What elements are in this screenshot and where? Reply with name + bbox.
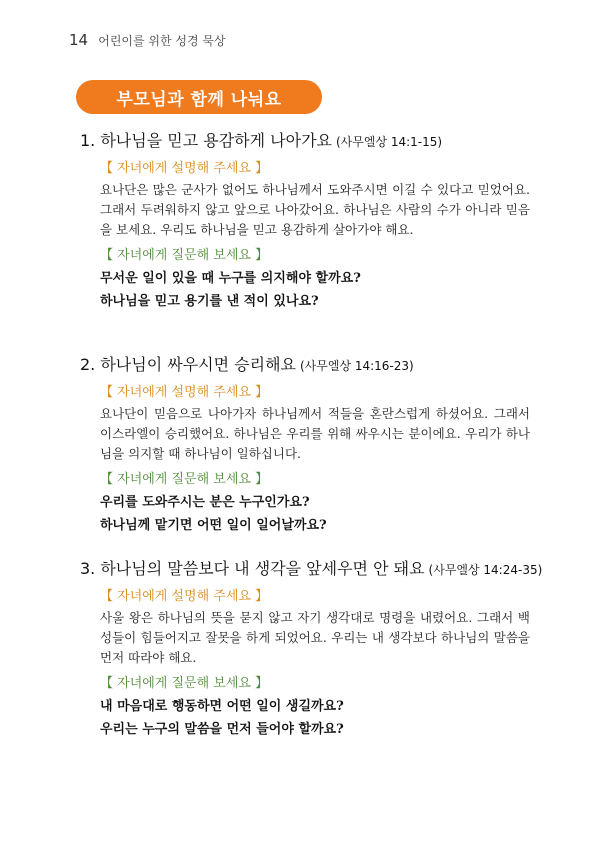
explain-label: 【 자녀에게 설명해 주세요 】 bbox=[100, 589, 269, 604]
running-title: 어린이를 위한 성경 묵상 bbox=[98, 34, 226, 48]
section-heading: 3. 하나님의 말씀보다 내 생각을 앞세우면 안 돼요 bbox=[80, 559, 425, 578]
question-2: 우리는 누구의 말씀을 먼저 들어야 할까요? bbox=[100, 722, 344, 737]
explain-label: 【 자녀에게 설명해 주세요 】 bbox=[100, 161, 269, 176]
section-banner: 부모님과 함께 나눠요 bbox=[76, 80, 322, 114]
explain-label: 【 자녀에게 설명해 주세요 】 bbox=[100, 385, 269, 400]
scripture-reference: (사무엘상 14:24-35) bbox=[428, 563, 543, 577]
ask-label: 【 자녀에게 질문해 보세요 】 bbox=[100, 472, 269, 487]
devotion-section-3 bbox=[80, 556, 543, 741]
section-heading: 1. 하나님을 믿고 용감하게 나아가요 bbox=[80, 131, 332, 150]
ask-label: 【 자녀에게 질문해 보세요 】 bbox=[100, 248, 269, 263]
question-2: 하나님을 믿고 용기를 낸 적이 있나요? bbox=[100, 294, 319, 309]
section-title bbox=[80, 128, 530, 151]
question-1: 무서운 일이 있을 때 누구를 의지해야 할까요? bbox=[100, 271, 361, 286]
question-2: 하나님께 맡기면 어떤 일이 일어날까요? bbox=[100, 518, 327, 533]
explain-paragraph: 요나단이 믿음으로 나아가자 하나님께서 적들을 혼란스럽게 하셨어요. 그래서 이스라엘이 승리했어요. 하나님은 우리를 위해 싸우시는 분이에요. 우리가 하나님을 의지할 때 하나님이 일하십니다. bbox=[100, 406, 530, 461]
section-title bbox=[80, 556, 543, 579]
question-1: 내 마음대로 행동하면 어떤 일이 생길까요? bbox=[100, 699, 344, 714]
ask-label: 【 자녀에게 질문해 보세요 】 bbox=[100, 676, 269, 691]
devotion-section-2 bbox=[80, 352, 530, 537]
scripture-reference: (사무엘상 14:16-23) bbox=[300, 359, 414, 373]
scripture-reference: (사무엘상 14:1-15) bbox=[336, 135, 443, 149]
section-heading: 2. 하나님이 싸우시면 승리해요 bbox=[80, 355, 296, 374]
section-title bbox=[80, 352, 530, 375]
devotion-section-1 bbox=[80, 128, 530, 313]
question-1: 우리를 도와주시는 분은 누구인가요? bbox=[100, 495, 310, 510]
page-header bbox=[69, 31, 226, 49]
explain-paragraph: 요나단은 많은 군사가 없어도 하나님께서 도와주시면 이길 수 있다고 믿었어요. 그래서 두려워하지 않고 앞으로 나아갔어요. 하나님은 사람의 수가 아니라 믿음을 보세요. 우리도 하나님을 믿고 용감하게 살아가야 해요. bbox=[100, 182, 530, 237]
page-number: 14 bbox=[69, 31, 89, 49]
explain-paragraph: 사울 왕은 하나님의 뜻을 묻지 않고 자기 생각대로 명령을 내렸어요. 그래서 백성들이 힘들어지고 잘못을 하게 되었어요. 우리는 내 생각보다 하나님의 말씀을 먼저 따라야 해요. bbox=[100, 610, 530, 665]
